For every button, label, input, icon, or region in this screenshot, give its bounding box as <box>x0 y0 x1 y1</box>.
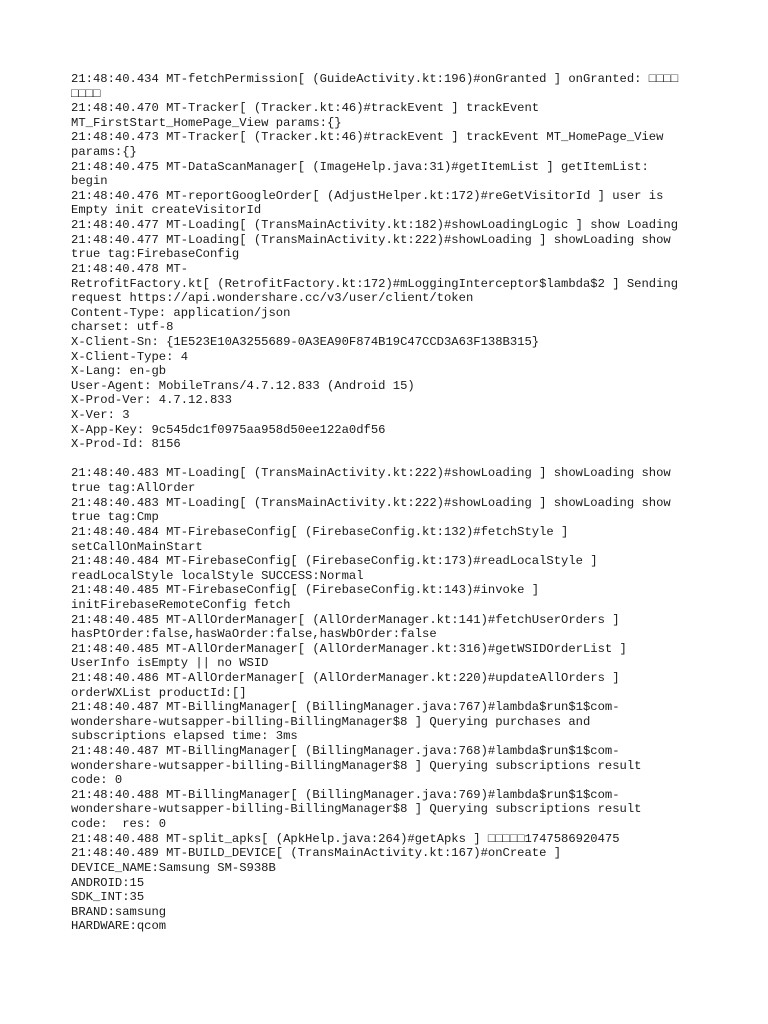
log-line: 21:48:40.485 MT-AllOrderManager[ (AllOrderManager.kt:141)#fetchUserOrders ] <box>71 612 620 627</box>
log-line: 21:48:40.484 MT-FirebaseConfig[ (FirebaseConfig.kt:132)#fetchStyle ] <box>71 524 569 539</box>
log-line: request https://api.wondershare.cc/v3/user/client/token <box>71 291 474 306</box>
log-line: 21:48:40.485 MT-FirebaseConfig[ (FirebaseConfig.kt:143)#invoke ] <box>71 583 540 598</box>
log-line: params:{} <box>71 145 137 160</box>
log-line: 21:48:40.489 MT-BUILD_DEVICE[ (TransMainActivity.kt:167)#onCreate ] <box>71 846 562 861</box>
log-line: wondershare-wutsapper-billing-BillingManager$8 ] Querying subscriptions result <box>71 802 642 817</box>
log-line: hasPtOrder:false,hasWaOrder:false,hasWbOrder:false <box>71 627 437 642</box>
log-line: charset: utf-8 <box>71 320 174 335</box>
log-line: SDK_INT:35 <box>71 890 145 905</box>
log-line: wondershare-wutsapper-billing-BillingManager$8 ] Querying purchases and <box>71 714 591 729</box>
log-line: X-Client-Type: 4 <box>71 349 189 364</box>
log-line: 21:48:40.476 MT-reportGoogleOrder[ (AdjustHelper.kt:172)#reGetVisitorId ] user is <box>71 188 664 203</box>
log-line: 21:48:40.473 MT-Tracker[ (Tracker.kt:46)#trackEvent ] trackEvent MT_HomePage_View <box>71 130 664 145</box>
log-line: 21:48:40.475 MT-DataScanManager[ (ImageHelp.java:31)#getItemList ] getItemList: <box>71 159 649 174</box>
log-line: 21:48:40.484 MT-FirebaseConfig[ (FirebaseConfig.kt:173)#readLocalStyle ] <box>71 554 598 569</box>
log-line: 21:48:40.478 MT- <box>71 261 189 276</box>
log-line: orderWXList productId:[] <box>71 685 247 700</box>
log-line: 21:48:40.487 MT-BillingManager[ (BillingManager.java:767)#lambda$run$1$com- <box>71 700 620 715</box>
log-line: initFirebaseRemoteConfig fetch <box>71 597 291 612</box>
log-line <box>71 452 701 467</box>
log-line: Content-Type: application/json <box>71 305 291 320</box>
log-line: begin <box>71 174 108 189</box>
log-text-block <box>71 72 701 934</box>
log-line: X-Client-Sn: {1E523E10A3255689-0A3EA90F874B19C47CCD3A63F138B315} <box>71 334 540 349</box>
log-line: RetrofitFactory.kt[ (RetrofitFactory.kt:172)#mLoggingInterceptor$lambda$2 ] Sending <box>71 276 679 291</box>
log-line: 21:48:40.483 MT-Loading[ (TransMainActivity.kt:222)#showLoading ] showLoading show <box>71 466 671 481</box>
log-line: 21:48:40.477 MT-Loading[ (TransMainActivity.kt:182)#showLoadingLogic ] show Loading <box>71 218 679 233</box>
log-line: 21:48:40.488 MT-BillingManager[ (BillingManager.java:769)#lambda$run$1$com- <box>71 787 620 802</box>
log-line: MT_FirstStart_HomePage_View params:{} <box>71 115 342 130</box>
log-line: X-Prod-Ver: 4.7.12.833 <box>71 393 232 408</box>
log-line: HARDWARE:qcom <box>71 919 167 934</box>
log-line: code: 0 <box>71 773 123 788</box>
log-line: 21:48:40.487 MT-BillingManager[ (BillingManager.java:768)#lambda$run$1$com- <box>71 744 620 759</box>
log-line: X-Ver: 3 <box>71 408 130 423</box>
log-line: setCallOnMainStart <box>71 539 203 554</box>
log-line: 21:48:40.434 MT-fetchPermission[ (GuideActivity.kt:196)#onGranted ] onGranted: □□□□ <box>71 72 679 86</box>
log-line: true tag:AllOrder <box>71 481 196 496</box>
log-line: BRAND:samsung <box>71 904 167 919</box>
log-line: Empty init createVisitorId <box>71 203 262 218</box>
log-line: code: res: 0 <box>71 817 167 832</box>
log-line: X-App-Key: 9c545dc1f0975aa958d50ee122a0df56 <box>71 422 386 437</box>
log-line: 21:48:40.477 MT-Loading[ (TransMainActivity.kt:222)#showLoading ] showLoading show <box>71 232 671 247</box>
log-line: readLocalStyle localStyle SUCCESS:Normal <box>71 568 364 583</box>
log-line: true tag:FirebaseConfig <box>71 247 240 262</box>
log-line: 21:48:40.483 MT-Loading[ (TransMainActivity.kt:222)#showLoading ] showLoading show <box>71 495 671 510</box>
log-line: 21:48:40.486 MT-AllOrderManager[ (AllOrderManager.kt:220)#updateAllOrders ] <box>71 670 620 685</box>
log-line: true tag:Cmp <box>71 510 159 525</box>
log-line: DEVICE_NAME:Samsung SM-S938B <box>71 860 276 875</box>
log-line: 21:48:40.488 MT-split_apks[ (ApkHelp.java:264)#getApks ] □□□□□1747586920475 <box>71 831 620 846</box>
log-line: subscriptions elapsed time: 3ms <box>71 729 298 744</box>
log-line: X-Prod-Id: 8156 <box>71 437 181 452</box>
log-line: □□□□ <box>71 86 101 101</box>
log-line: X-Lang: en-gb <box>71 364 167 379</box>
log-line: wondershare-wutsapper-billing-BillingManager$8 ] Querying subscriptions result <box>71 758 642 773</box>
log-line: 21:48:40.470 MT-Tracker[ (Tracker.kt:46)#trackEvent ] trackEvent <box>71 101 540 116</box>
log-line: User-Agent: MobileTrans/4.7.12.833 (Android 15) <box>71 378 415 393</box>
log-line: ANDROID:15 <box>71 875 145 890</box>
log-line: UserInfo isEmpty || no WSID <box>71 656 269 671</box>
log-line: 21:48:40.485 MT-AllOrderManager[ (AllOrderManager.kt:316)#getWSIDOrderList ] <box>71 641 627 656</box>
